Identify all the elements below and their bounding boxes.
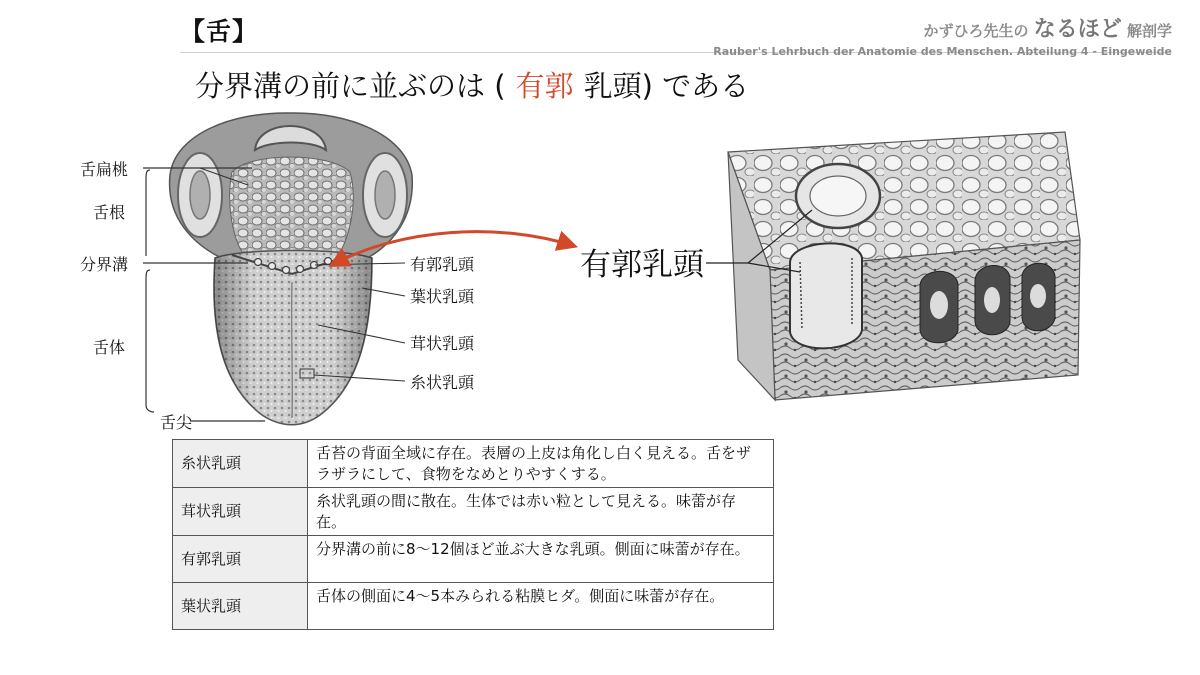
table-row bbox=[173, 488, 774, 536]
slide-title: 【舌】 bbox=[180, 17, 259, 46]
papilla-description: 舌苔の背面全域に存在。表層の上皮は角化し白く見える。舌をザラザラにして、食物をなめとりやすくする。 bbox=[308, 440, 774, 488]
label-tongue-root: 舌根 bbox=[93, 203, 126, 222]
label-fungiform-papillae: 茸状乳頭 bbox=[410, 334, 475, 353]
tongue-illustration bbox=[170, 113, 413, 425]
papilla-name: 茸状乳頭 bbox=[173, 488, 308, 536]
papilla-description: 舌体の側面に4〜5本みられる粘膜ヒダ。側面に味蕾が存在。 bbox=[308, 583, 774, 630]
papilla-description: 分界溝の前に8〜12個ほど並ぶ大きな乳頭。側面に味蕾が存在。 bbox=[308, 536, 774, 583]
label-filiform-papillae: 糸状乳頭 bbox=[410, 373, 475, 392]
label-lingual-tonsil: 舌扁桃 bbox=[80, 160, 129, 179]
label-tongue-body: 舌体 bbox=[93, 338, 126, 357]
label-vallate-papillae: 有郭乳頭 bbox=[410, 255, 475, 274]
label-vallate-papilla-block: 有郭乳頭 bbox=[580, 247, 704, 283]
table-row bbox=[173, 440, 774, 488]
question-after: 乳頭) である bbox=[583, 69, 750, 103]
table-row bbox=[173, 583, 774, 630]
papilla-name: 有郭乳頭 bbox=[173, 536, 308, 583]
papilla-description: 糸状乳頭の間に散在。生体では赤い粒として見える。味蕾が存在。 bbox=[308, 488, 774, 536]
brand-prefix: かずひろ先生の bbox=[923, 22, 1029, 40]
papilla-name: 葉状乳頭 bbox=[173, 583, 308, 630]
brand-source: Rauber's Lehrbuch der Anatomie des Menschen. Abteilung 4 - Eingeweide bbox=[713, 45, 1172, 58]
tissue-block-illustration bbox=[728, 132, 1080, 400]
label-foliate-papillae: 葉状乳頭 bbox=[410, 287, 475, 306]
label-sulcus-terminalis: 分界溝 bbox=[80, 255, 129, 274]
label-tongue-apex: 舌尖 bbox=[160, 413, 193, 432]
papilla-name: 糸状乳頭 bbox=[173, 440, 308, 488]
question-before: 分界溝の前に並ぶのは ( bbox=[195, 69, 506, 103]
papillae-table bbox=[172, 439, 774, 630]
median-groove bbox=[292, 282, 293, 418]
lingual-tonsil bbox=[230, 157, 354, 252]
question-answer: 有郭 bbox=[515, 69, 574, 103]
table-row bbox=[173, 536, 774, 583]
brand-suffix: 解剖学 bbox=[1126, 22, 1172, 40]
brand-big: なるほど bbox=[1033, 17, 1122, 42]
